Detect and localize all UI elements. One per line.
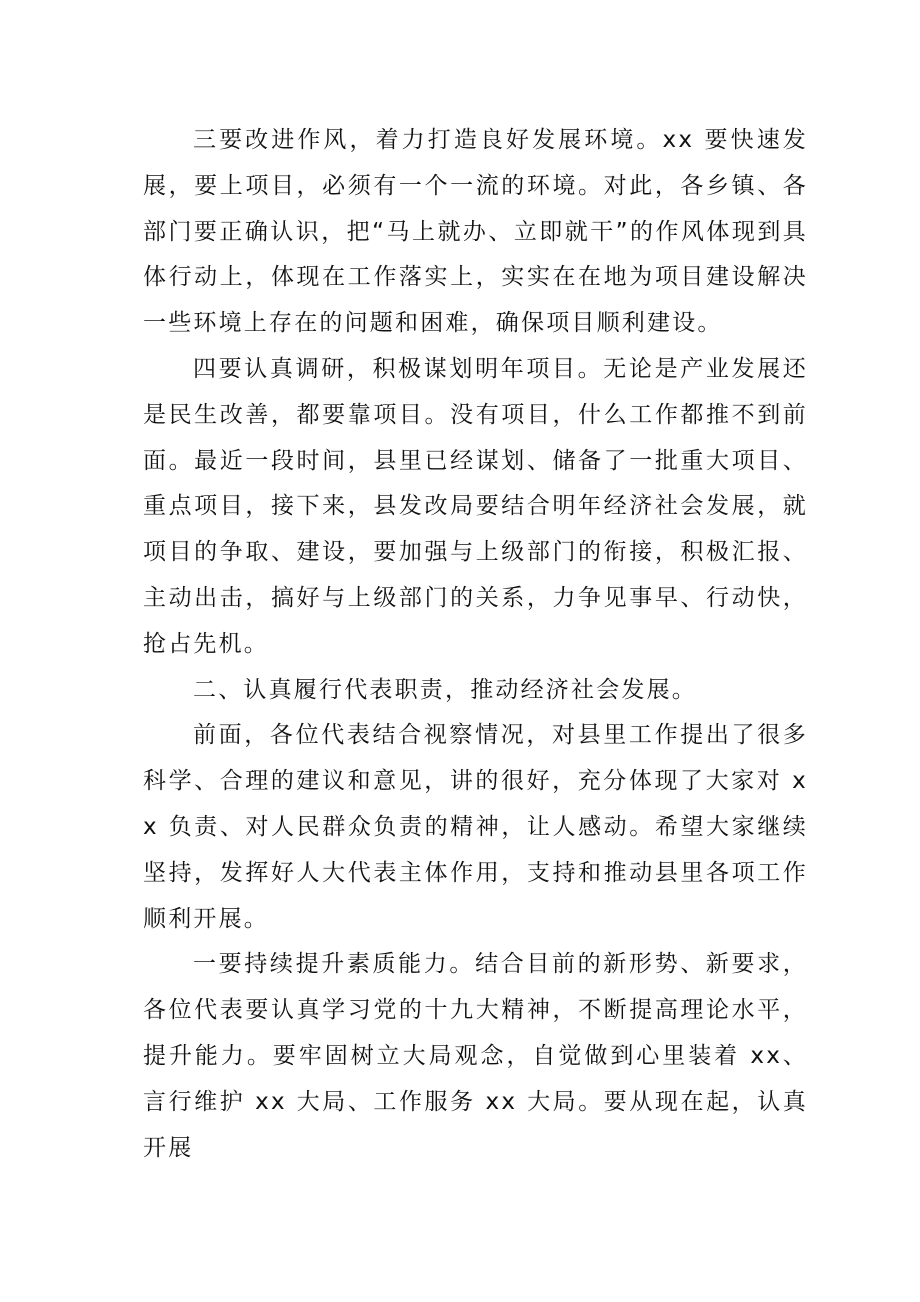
paragraph-improve-competence: 一要持续提升素质能力。结合目前的新形势、新要求，各位代表要认真学习党的十九大精神，不断提高理论水平，提升能力。要牢固树立大局观念，自觉做到心里装着 xx、言行维护 xx 大局、工作服务 xx 大局。要从现在起，认真开展 [143, 951, 808, 1161]
paragraph-plan-next-year-projects: 四要认真调研，积极谋划明年项目。无论是产业发展还是民生改善，都要靠项目。没有项目，什么工作都推不到前面。最近一段时间，县里已经谋划、储备了一批重大项目、重点项目，接下来，县发改局要结合明年经济社会发展，就项目的争取、建设，要加强与上级部门的衔接，积极汇报、主动出击，搞好与上级部门的关系，力争见事早、行动快，抢占先机。 [143, 355, 808, 657]
paragraph-deputies-suggestions: 前面，各位代表结合视察情况，对县里工作提出了很多科学、合理的建议和意见，讲的很好，充分体现了大家对 xx 负责、对人民群众负责的精神，让人感动。希望大家继续坚持，发挥好人大代表主体作用，支持和推动县里各项工作顺利开展。 [143, 722, 808, 932]
paragraph-improve-work-style: 三要改进作风，着力打造良好发展环境。xx 要快速发展，要上项目，必须有一个一流的环境。对此，各乡镇、各部门要正确认识，把“马上就办、立即就干”的作风体现到具体行动上，体现在工作落实上，实实在在地为项目建设解决一些环境上存在的问题和困难，确保项目顺利建设。 [143, 127, 808, 337]
section-heading-deputy-duties: 二、认真履行代表职责，推动经济社会发展。 [193, 676, 697, 703]
document-body [143, 118, 808, 1171]
